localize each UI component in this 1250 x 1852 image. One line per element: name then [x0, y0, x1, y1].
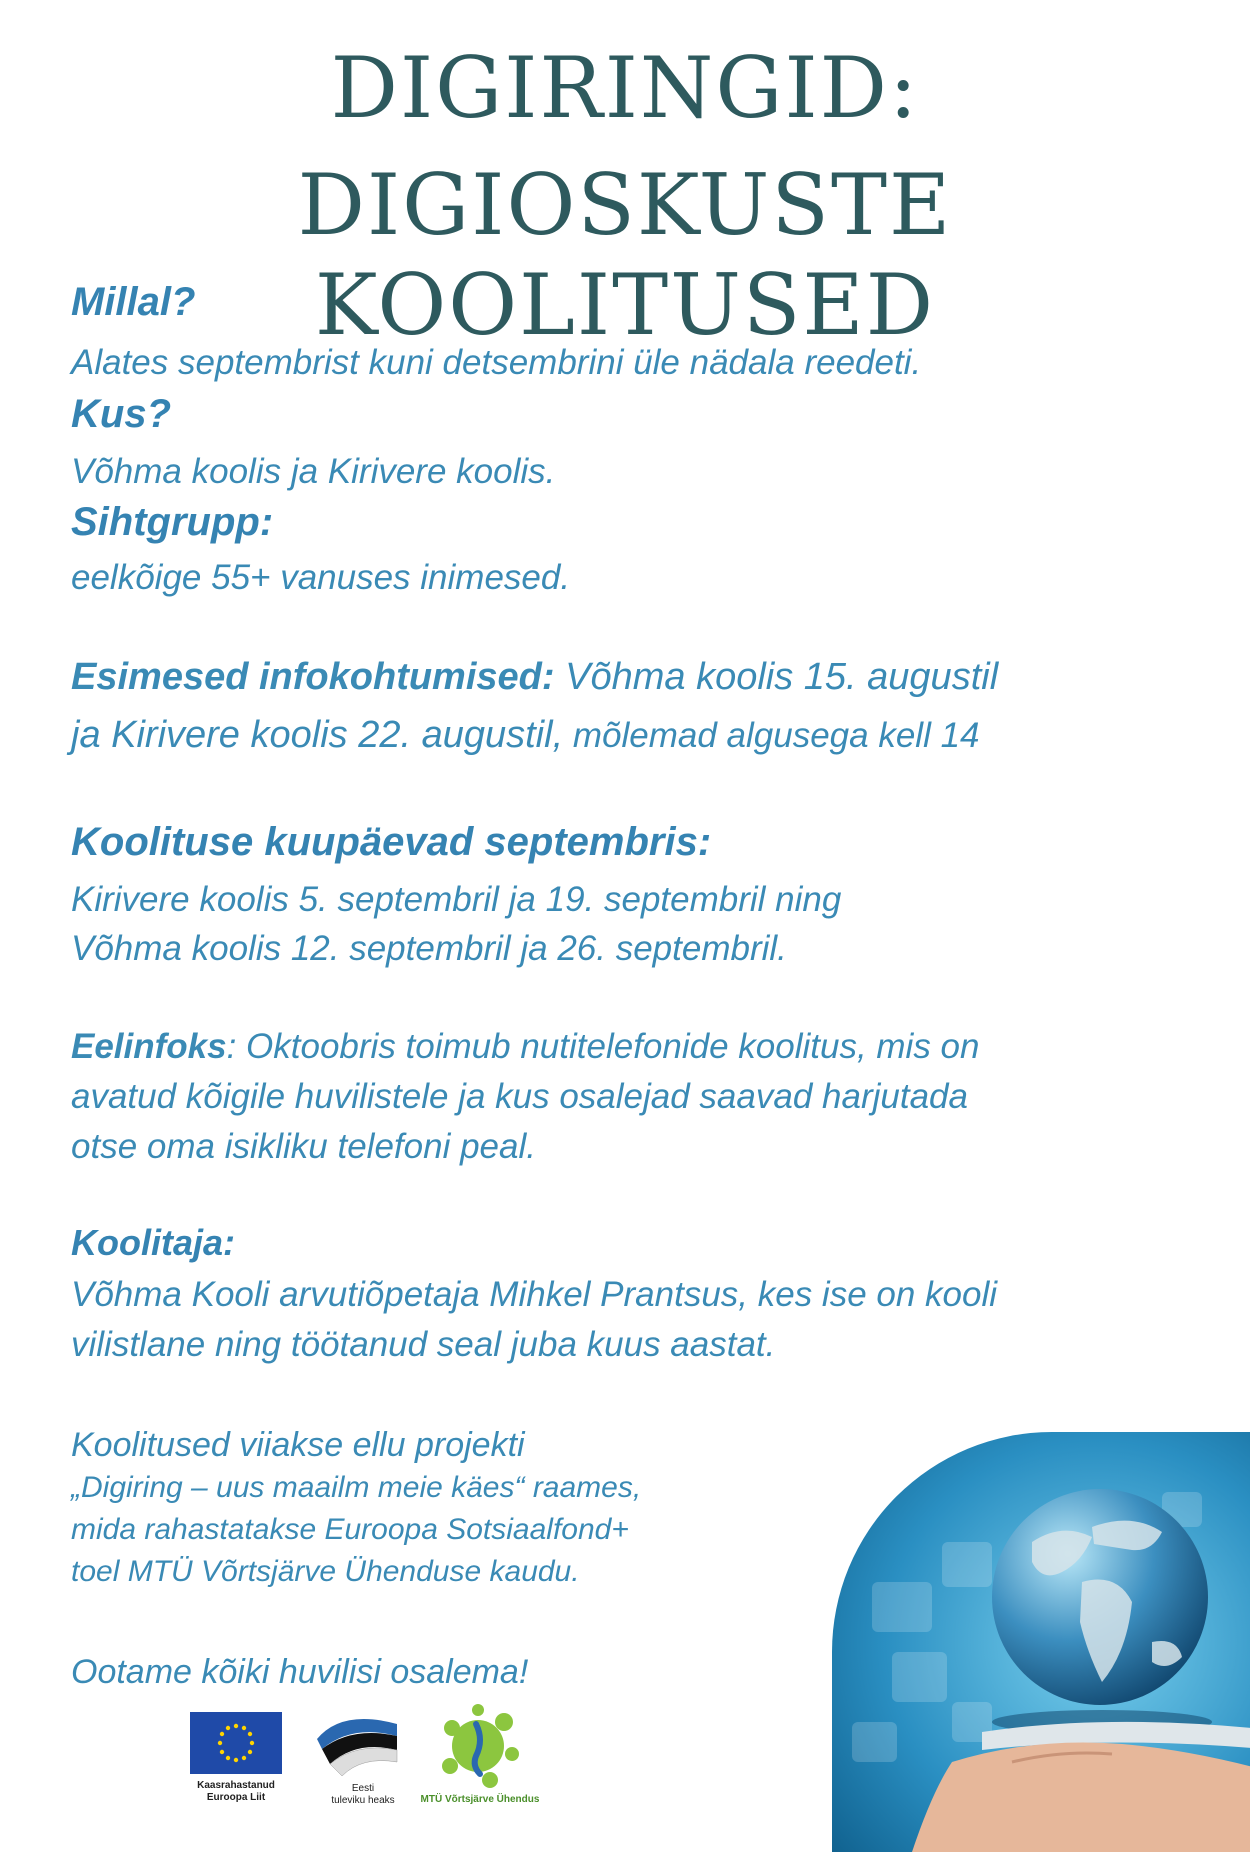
eu-flag-logo	[190, 1712, 282, 1774]
preinfo-line-1	[71, 1022, 980, 1072]
trainer-heading: Koolitaja:	[71, 1222, 236, 1263]
mtu-splash-logo	[432, 1700, 524, 1790]
dates-line-2: Võhma koolis 12. septembril ja 26. septembril.	[71, 929, 787, 968]
when-heading: Millal?	[71, 280, 196, 324]
estonia-logo-text-2: tuleviku heaks	[331, 1795, 395, 1806]
where-heading: Kus?	[71, 392, 171, 436]
trainer-line-1: Võhma Kooli arvutiõpetaja Mihkel Prantsus, kes ise on kooli	[71, 1275, 998, 1314]
page-title-line-1: DIGIRINGID:	[330, 39, 920, 137]
dates-heading: Koolituse kuupäevad septembris:	[71, 820, 712, 864]
when-text: Alates septembrist kuni detsembrini üle nädala reedeti.	[71, 343, 922, 382]
eu-stars-icon	[190, 1712, 282, 1774]
where-text: Võhma koolis ja Kirivere koolis.	[71, 452, 556, 491]
eu-logo-text-1: Kaasrahastanud	[197, 1780, 275, 1791]
preinfo-line-2: avatud kõigile huvilistele ja kus osalejad saavad harjutada	[71, 1077, 968, 1116]
info-meetings-line-1	[71, 652, 998, 702]
funding-line-1: Koolitused viiakse ellu projekti	[71, 1426, 525, 1464]
info-meetings-line-2	[71, 710, 980, 761]
funding-line-2: „Digiring – uus maailm meie käes“ raames,	[71, 1471, 642, 1504]
info-meetings-text-a: Võhma koolis 15. augustil	[554, 656, 999, 698]
info-meetings-heading: Esimesed infokohtumised:	[71, 656, 555, 698]
trainer-line-2: vilistlane ning töötanud seal juba kuus aastat.	[71, 1325, 776, 1364]
eu-logo-text-2: Euroopa Liit	[206, 1792, 266, 1803]
page-title-line-2: DIGIOSKUSTE KOOLITUSED	[297, 156, 953, 354]
estonia-wing-logo	[312, 1704, 402, 1780]
estonia-logo-text-1: Eesti	[351, 1783, 375, 1794]
info-meetings-text-b: ja Kirivere koolis 22. augustil,	[71, 714, 564, 756]
funding-line-3: mida rahastatakse Euroopa Sotsiaalfond+	[71, 1513, 629, 1546]
dates-line-1: Kirivere koolis 5. septembril ja 19. septembril ning	[71, 880, 842, 919]
info-meetings-text-c: mõlemad algusega kell 14	[563, 716, 980, 755]
preinfo-line-3: otse oma isikliku telefoni peal.	[71, 1127, 536, 1166]
funding-line-4: toel MTÜ Võrtsjärve Ühenduse kaudu.	[71, 1555, 580, 1588]
mtu-logo-text: MTÜ Võrtsjärve Ühendus	[420, 1794, 540, 1805]
target-text: eelkõige 55+ vanuses inimesed.	[71, 558, 571, 597]
preinfo-text-1: : Oktoobris toimub nutitelefonide koolitus, mis on	[226, 1027, 980, 1066]
preinfo-label: Eelinfoks	[71, 1027, 227, 1066]
target-heading: Sihtgrupp:	[71, 500, 274, 544]
globe-hand-illustration	[832, 1432, 1250, 1852]
closing-text: Ootame kõiki huvilisi osalema!	[71, 1653, 529, 1691]
globe-icon	[832, 1432, 1250, 1852]
